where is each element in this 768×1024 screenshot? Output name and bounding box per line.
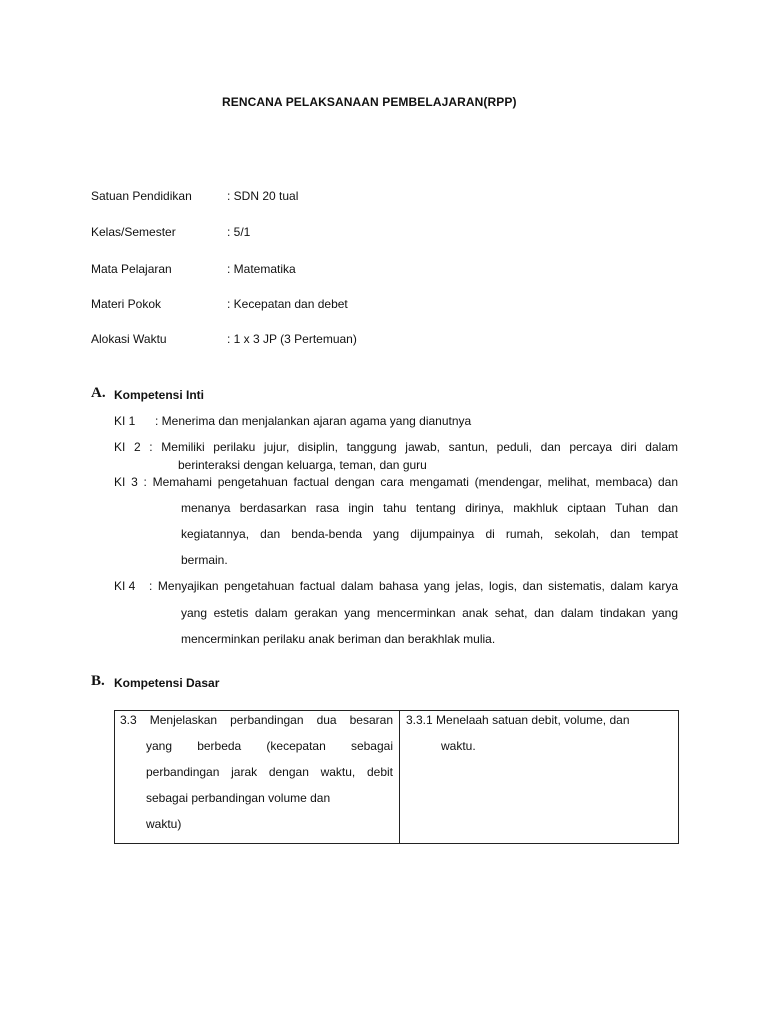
- section-a-title: Kompetensi Inti: [114, 388, 205, 402]
- label-satuan-pendidikan: Satuan Pendidikan: [91, 189, 192, 203]
- value-materi-pokok: : Kecepatan dan debet: [227, 297, 348, 311]
- ki1-label: KI 1: [114, 414, 136, 428]
- ki2-line2: berinteraksi dengan keluarga, teman, dan guru: [178, 458, 427, 472]
- document-title: RENCANA PELAKSANAAN PEMBELAJARAN(RPP): [222, 95, 517, 109]
- kd-left-line5: waktu): [146, 817, 182, 831]
- value-mata-pelajaran: : Matematika: [227, 262, 296, 276]
- label-alokasi-waktu: Alokasi Waktu: [91, 332, 167, 346]
- kd-left-line3: perbandingan jarak dengan waktu, debit: [146, 765, 393, 779]
- ki3-line2: menanya berdasarkan rasa ingin tahu tentang dirinya, makhluk ciptaan Tuhan dan: [181, 501, 678, 515]
- kd-cell-left: [115, 711, 400, 844]
- label-mata-pelajaran: Mata Pelajaran: [91, 262, 172, 276]
- value-alokasi-waktu: : 1 x 3 JP (3 Pertemuan): [227, 332, 357, 346]
- section-b-title: Kompetensi Dasar: [114, 676, 220, 690]
- value-satuan-pendidikan: : SDN 20 tual: [227, 189, 299, 203]
- kompetensi-dasar-table: [114, 710, 679, 844]
- label-kelas-semester: Kelas/Semester: [91, 225, 176, 239]
- ki2-line1: KI 2 : Memiliki perilaku jujur, disiplin, tanggung jawab, santun, peduli, dan percaya diri dalam: [114, 440, 678, 454]
- ki3-line3: kegiatannya, dan benda-benda yang dijumpainya di rumah, sekolah, dan tempat: [181, 527, 678, 541]
- section-b-letter: B.: [91, 673, 105, 689]
- ki3-line4: bermain.: [181, 553, 228, 567]
- kd-left-line2: yang berbeda (kecepatan sebagai: [146, 739, 393, 753]
- kd-cell-right: [400, 711, 679, 844]
- kd-left-line4: sebagai perbandingan volume dan: [146, 791, 331, 805]
- value-kelas-semester: : 5/1: [227, 225, 251, 239]
- ki3-line1: KI 3 : Memahami pengetahuan factual dengan cara mengamati (mendengar, melihat, membaca) dan: [114, 475, 678, 489]
- kd-right-line2: waktu.: [441, 739, 476, 753]
- section-a-letter: A.: [91, 385, 106, 401]
- kd-right-line1: 3.3.1 Menelaah satuan debit, volume, dan: [406, 713, 630, 727]
- ki4-line1: : Menyajikan pengetahuan factual dalam bahasa yang jelas, logis, dan sistematis, dalam karya: [149, 579, 678, 593]
- ki4-label: KI 4: [114, 579, 136, 593]
- ki4-line2: yang estetis dalam gerakan yang mencerminkan anak sehat, dan dalam tindakan yang: [181, 606, 678, 620]
- ki1-text: : Menerima dan menjalankan ajaran agama yang dianutnya: [155, 414, 472, 428]
- label-materi-pokok: Materi Pokok: [91, 297, 162, 311]
- ki4-line3: mencerminkan perilaku anak beriman dan berakhlak mulia.: [181, 632, 496, 646]
- kd-left-line1: 3.3 Menjelaskan perbandingan dua besaran: [120, 713, 393, 727]
